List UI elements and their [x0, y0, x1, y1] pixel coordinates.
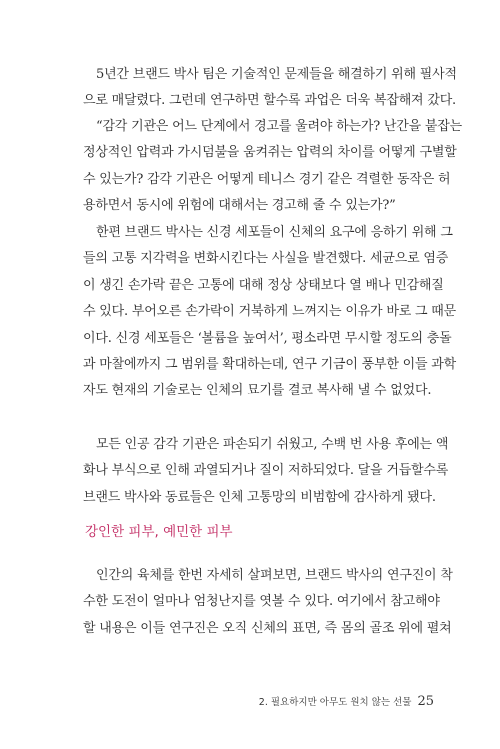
text-line: 용하면서 동시에 위험에 대해서는 경고해 줄 수 있는가?” — [83, 198, 396, 214]
text-line: 모든 인공 감각 기관은 파손되기 쉬웠고, 수백 번 사용 후에는 액 — [96, 437, 449, 452]
paragraph-2 — [83, 114, 462, 220]
page-number: 25 — [417, 694, 434, 709]
text-line: 정상적인 압력과 가시덤불을 움켜쥐는 압력의 차이를 어떻게 구별할 — [83, 145, 457, 161]
text-line: 과 마찰에까지 그 범위를 확대하는데, 연구 기금이 풍부한 이들 과학 — [83, 356, 456, 372]
paragraph-4 — [83, 432, 449, 511]
running-footer — [259, 694, 434, 709]
section-heading: 강인한 피부, 예민한 피부 — [85, 524, 233, 540]
text-line: 인간의 육체를 한번 자세히 살펴보면, 브랜드 박사의 연구진이 착 — [96, 568, 453, 583]
paragraph-5 — [83, 563, 453, 642]
text-line: 이 생긴 손가락 끝은 고통에 대해 정상 상태보다 열 배나 민감해질 — [83, 277, 444, 293]
text-line: 수한 도전이 얼마나 엄청난지를 엿볼 수 있다. 여기에서 참고해야 — [83, 594, 440, 610]
text-line: 으로 매달렸다. 그런데 연구하면 할수록 과업은 더욱 복잡해져 갔다. — [83, 93, 456, 109]
text-line: 수 있다. 부어오른 손가락이 거북하게 느껴지는 이유가 바로 그 때문 — [83, 304, 456, 320]
text-line: 5년간 브랜드 박사 팀은 기술적인 문제들을 해결하기 위해 필사적 — [96, 67, 457, 82]
text-line: “감각 기관은 어느 단계에서 경고를 울려야 하는가? 난간을 붙잡는 — [96, 119, 462, 134]
paragraph-1 — [83, 62, 457, 115]
paragraph-3 — [83, 220, 456, 405]
text-line: 한편 브랜드 박사는 신경 세포들이 신체의 요구에 응하기 위해 그 — [96, 225, 453, 240]
chapter-title: 2. 필요하지만 아무도 원치 않는 선물 — [258, 697, 412, 708]
text-line: 들의 고통 지각력을 변화시킨다는 사실을 발견했다. 세균으로 염증 — [83, 251, 449, 267]
text-line: 할 내용은 이들 연구진은 오직 신체의 표면, 즉 몸의 골조 위에 펼쳐 — [83, 620, 452, 636]
text-line: 자도 현재의 기술로는 인체의 묘기를 결코 복사해 낼 수 없었다. — [83, 383, 432, 399]
text-line: 이다. 신경 세포들은 ‘볼륨을 높여서’, 평소라면 무시할 정도의 충돌 — [83, 330, 452, 346]
text-line: 수 있는가? 감각 기관은 어떻게 테니스 경기 같은 격렬한 동작은 허 — [83, 171, 451, 187]
text-line: 화나 부식으로 인해 과열되거나 질이 저하되었다. 달을 거듭할수록 — [83, 463, 449, 479]
text-line: 브랜드 박사와 동료들은 인체 고통망의 비범함에 감사하게 됐다. — [83, 489, 436, 505]
